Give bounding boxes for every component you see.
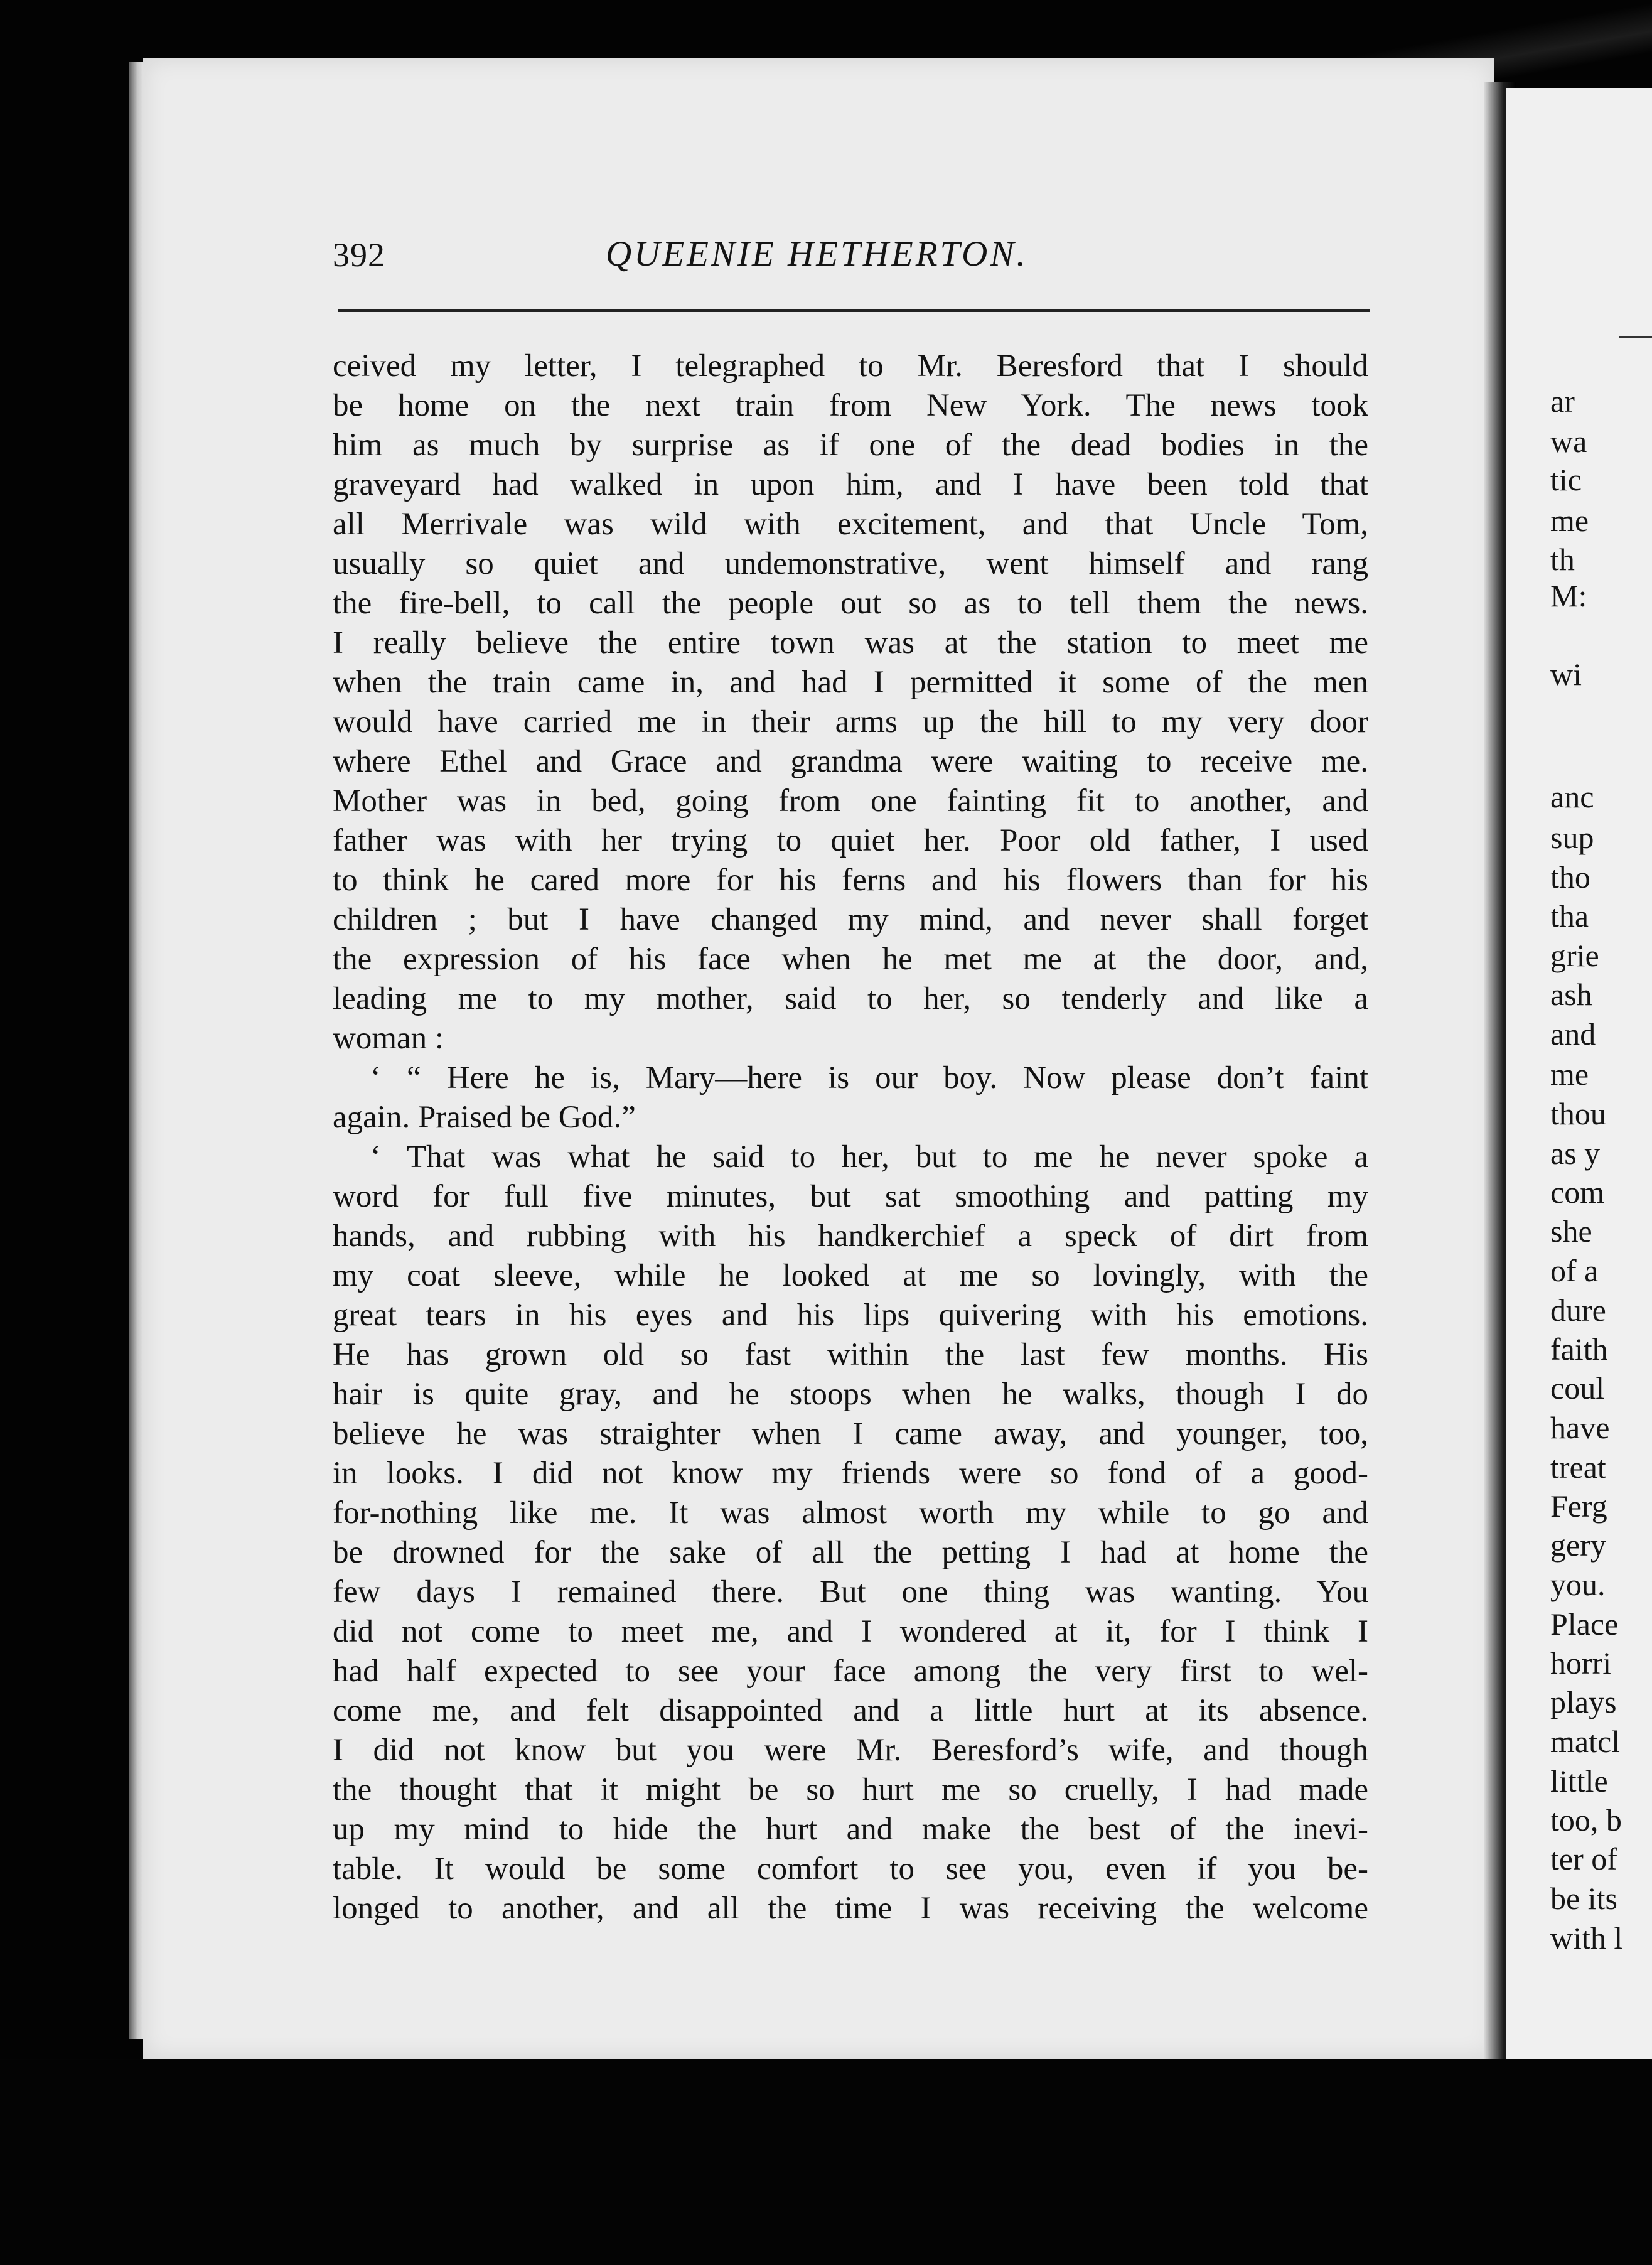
text-line: come me, and felt disappointed and a little hurt at its absence. — [333, 1693, 1368, 1728]
right-page-fragment: ar — [1550, 384, 1575, 419]
right-page-fragment: thou — [1550, 1096, 1606, 1131]
text-line: the thought that it might be so hurt me so cruelly, I had made — [333, 1772, 1368, 1807]
text-line: had half expected to see your face among the very first to wel- — [333, 1654, 1368, 1689]
right-page-fragment: dure — [1550, 1293, 1606, 1328]
text-line: where Ethel and Grace and grandma were waiting to receive me. — [333, 744, 1368, 779]
text-line: few days I remained there. But one thing was wanting. You — [333, 1574, 1368, 1610]
right-page-fragment: ash — [1550, 977, 1592, 1012]
text-line: be home on the next train from New York. The news took — [333, 388, 1368, 423]
page-number: 392 — [333, 236, 385, 274]
right-page-fragment: plays — [1550, 1684, 1617, 1719]
right-page-fragment: wi — [1550, 657, 1582, 692]
text-line: ‘ “ Here he is, Mary—here is our boy. Now please don’t faint — [370, 1060, 1368, 1095]
text-line: in looks. I did not know my friends were so fond of a good- — [333, 1456, 1368, 1491]
right-page-fragment: treat — [1550, 1450, 1606, 1485]
right-page-fragment: of a — [1550, 1253, 1599, 1288]
right-page-fragment: ter of — [1550, 1841, 1617, 1876]
right-page-fragment: M: — [1550, 578, 1587, 613]
right-page-fragment: matcl — [1550, 1724, 1621, 1759]
text-line: believe he was straighter when I came away, and younger, too, — [333, 1416, 1368, 1451]
right-page-fragment: you. — [1550, 1567, 1606, 1602]
right-page-fragment: little — [1550, 1763, 1608, 1799]
text-line: father was with her trying to quiet her. Poor old father, I used — [333, 823, 1368, 858]
header-rule — [338, 309, 1370, 312]
text-line: ‘ That was what he said to her, but to me he never spoke a — [370, 1139, 1368, 1175]
right-page-fragment: Place — [1550, 1606, 1619, 1642]
right-page-fragment: and — [1550, 1016, 1596, 1052]
text-line: again. Praised be God.” — [333, 1100, 636, 1135]
text-line: word for full five minutes, but sat smoothing and patting my — [333, 1179, 1368, 1214]
text-line: the expression of his face when he met me at the door, and, — [333, 942, 1368, 977]
right-page-fragment: tic — [1550, 462, 1582, 497]
text-line: to think he cared more for his ferns and his flowers than for his — [333, 863, 1368, 898]
right-page-fragment: me — [1550, 1057, 1589, 1092]
text-line: up my mind to hide the hurt and make the best of the inevi- — [333, 1812, 1368, 1847]
right-page-fragment: as y — [1550, 1136, 1601, 1171]
text-line: hair is quite gray, and he stoops when he walks, though I do — [333, 1377, 1368, 1412]
text-line: woman : — [333, 1021, 444, 1056]
text-line: hands, and rubbing with his handkerchief a speck of dirt from — [333, 1219, 1368, 1254]
text-line: graveyard had walked in upon him, and I have been told that — [333, 467, 1368, 502]
text-line: would have carried me in their arms up the hill to my very door — [333, 704, 1368, 740]
right-page-fragment: com — [1550, 1175, 1605, 1210]
text-line: longed to another, and all the time I was receiving the welcome — [333, 1891, 1368, 1926]
text-line: I really believe the entire town was at the station to meet me — [333, 625, 1368, 660]
scan-bottom-edge — [0, 2059, 1652, 2265]
right-page-fragment: gery — [1550, 1527, 1606, 1563]
text-line: for-nothing like me. It was almost worth my while to go and — [333, 1495, 1368, 1531]
right-page-fragment: with l — [1550, 1920, 1623, 1956]
right-page-fragment: coul — [1550, 1370, 1605, 1406]
right-page-fragment: too, b — [1550, 1802, 1622, 1837]
text-line: children ; but I have changed my mind, and never shall forget — [333, 902, 1368, 937]
right-page-fragment: tha — [1550, 898, 1589, 933]
text-line: did not come to meet me, and I wondered at it, for I think I — [333, 1614, 1368, 1649]
text-line: great tears in his eyes and his lips quivering with his emotions. — [333, 1298, 1368, 1333]
right-page-fragment: grie — [1550, 938, 1599, 973]
text-line: I did not know but you were Mr. Beresford’s wife, and though — [333, 1733, 1368, 1768]
right-page-fragment: faith — [1550, 1332, 1608, 1367]
right-page-fragment: Ferg — [1550, 1488, 1607, 1524]
right-page-fragment: have — [1550, 1410, 1610, 1445]
text-line: leading me to my mother, said to her, so tenderly and like a — [333, 981, 1368, 1016]
right-page-rule — [1619, 336, 1652, 338]
right-page-fragment: she — [1550, 1213, 1592, 1249]
text-line: the fire-bell, to call the people out so as to tell them the news. — [333, 586, 1368, 621]
text-line: usually so quiet and undemonstrative, went himself and rang — [333, 546, 1368, 581]
right-page-fragment: be its — [1550, 1881, 1617, 1916]
text-line: him as much by surprise as if one of the dead bodies in the — [333, 428, 1368, 463]
text-line: all Merrivale was wild with excitement, and that Uncle Tom, — [333, 507, 1368, 542]
text-line: my coat sleeve, while he looked at me so lovingly, with the — [333, 1258, 1368, 1293]
right-page-fragment: th — [1550, 542, 1575, 577]
text-line: ceived my letter, I telegraphed to Mr. Beresford that I should — [333, 348, 1368, 384]
running-title: QUEENIE HETHERTON. — [606, 234, 1028, 274]
right-page-fragment: sup — [1550, 820, 1594, 855]
text-line: when the train came in, and had I permitted it some of the men — [333, 665, 1368, 700]
text-line: be drowned for the sake of all the petting I had at home the — [333, 1535, 1368, 1570]
right-page-fragment: tho — [1550, 859, 1590, 895]
right-page-fragment: wa — [1550, 424, 1587, 459]
right-page-fragment: me — [1550, 503, 1589, 538]
text-line: He has grown old so fast within the last few months. His — [333, 1337, 1368, 1372]
text-line: table. It would be some comfort to see you, even if you be- — [333, 1851, 1368, 1886]
right-page-fragment: anc — [1550, 779, 1594, 814]
right-page-fragment: horri — [1550, 1645, 1612, 1681]
body-text — [333, 347, 1368, 1929]
text-line: Mother was in bed, going from one fainting fit to another, and — [333, 783, 1368, 819]
